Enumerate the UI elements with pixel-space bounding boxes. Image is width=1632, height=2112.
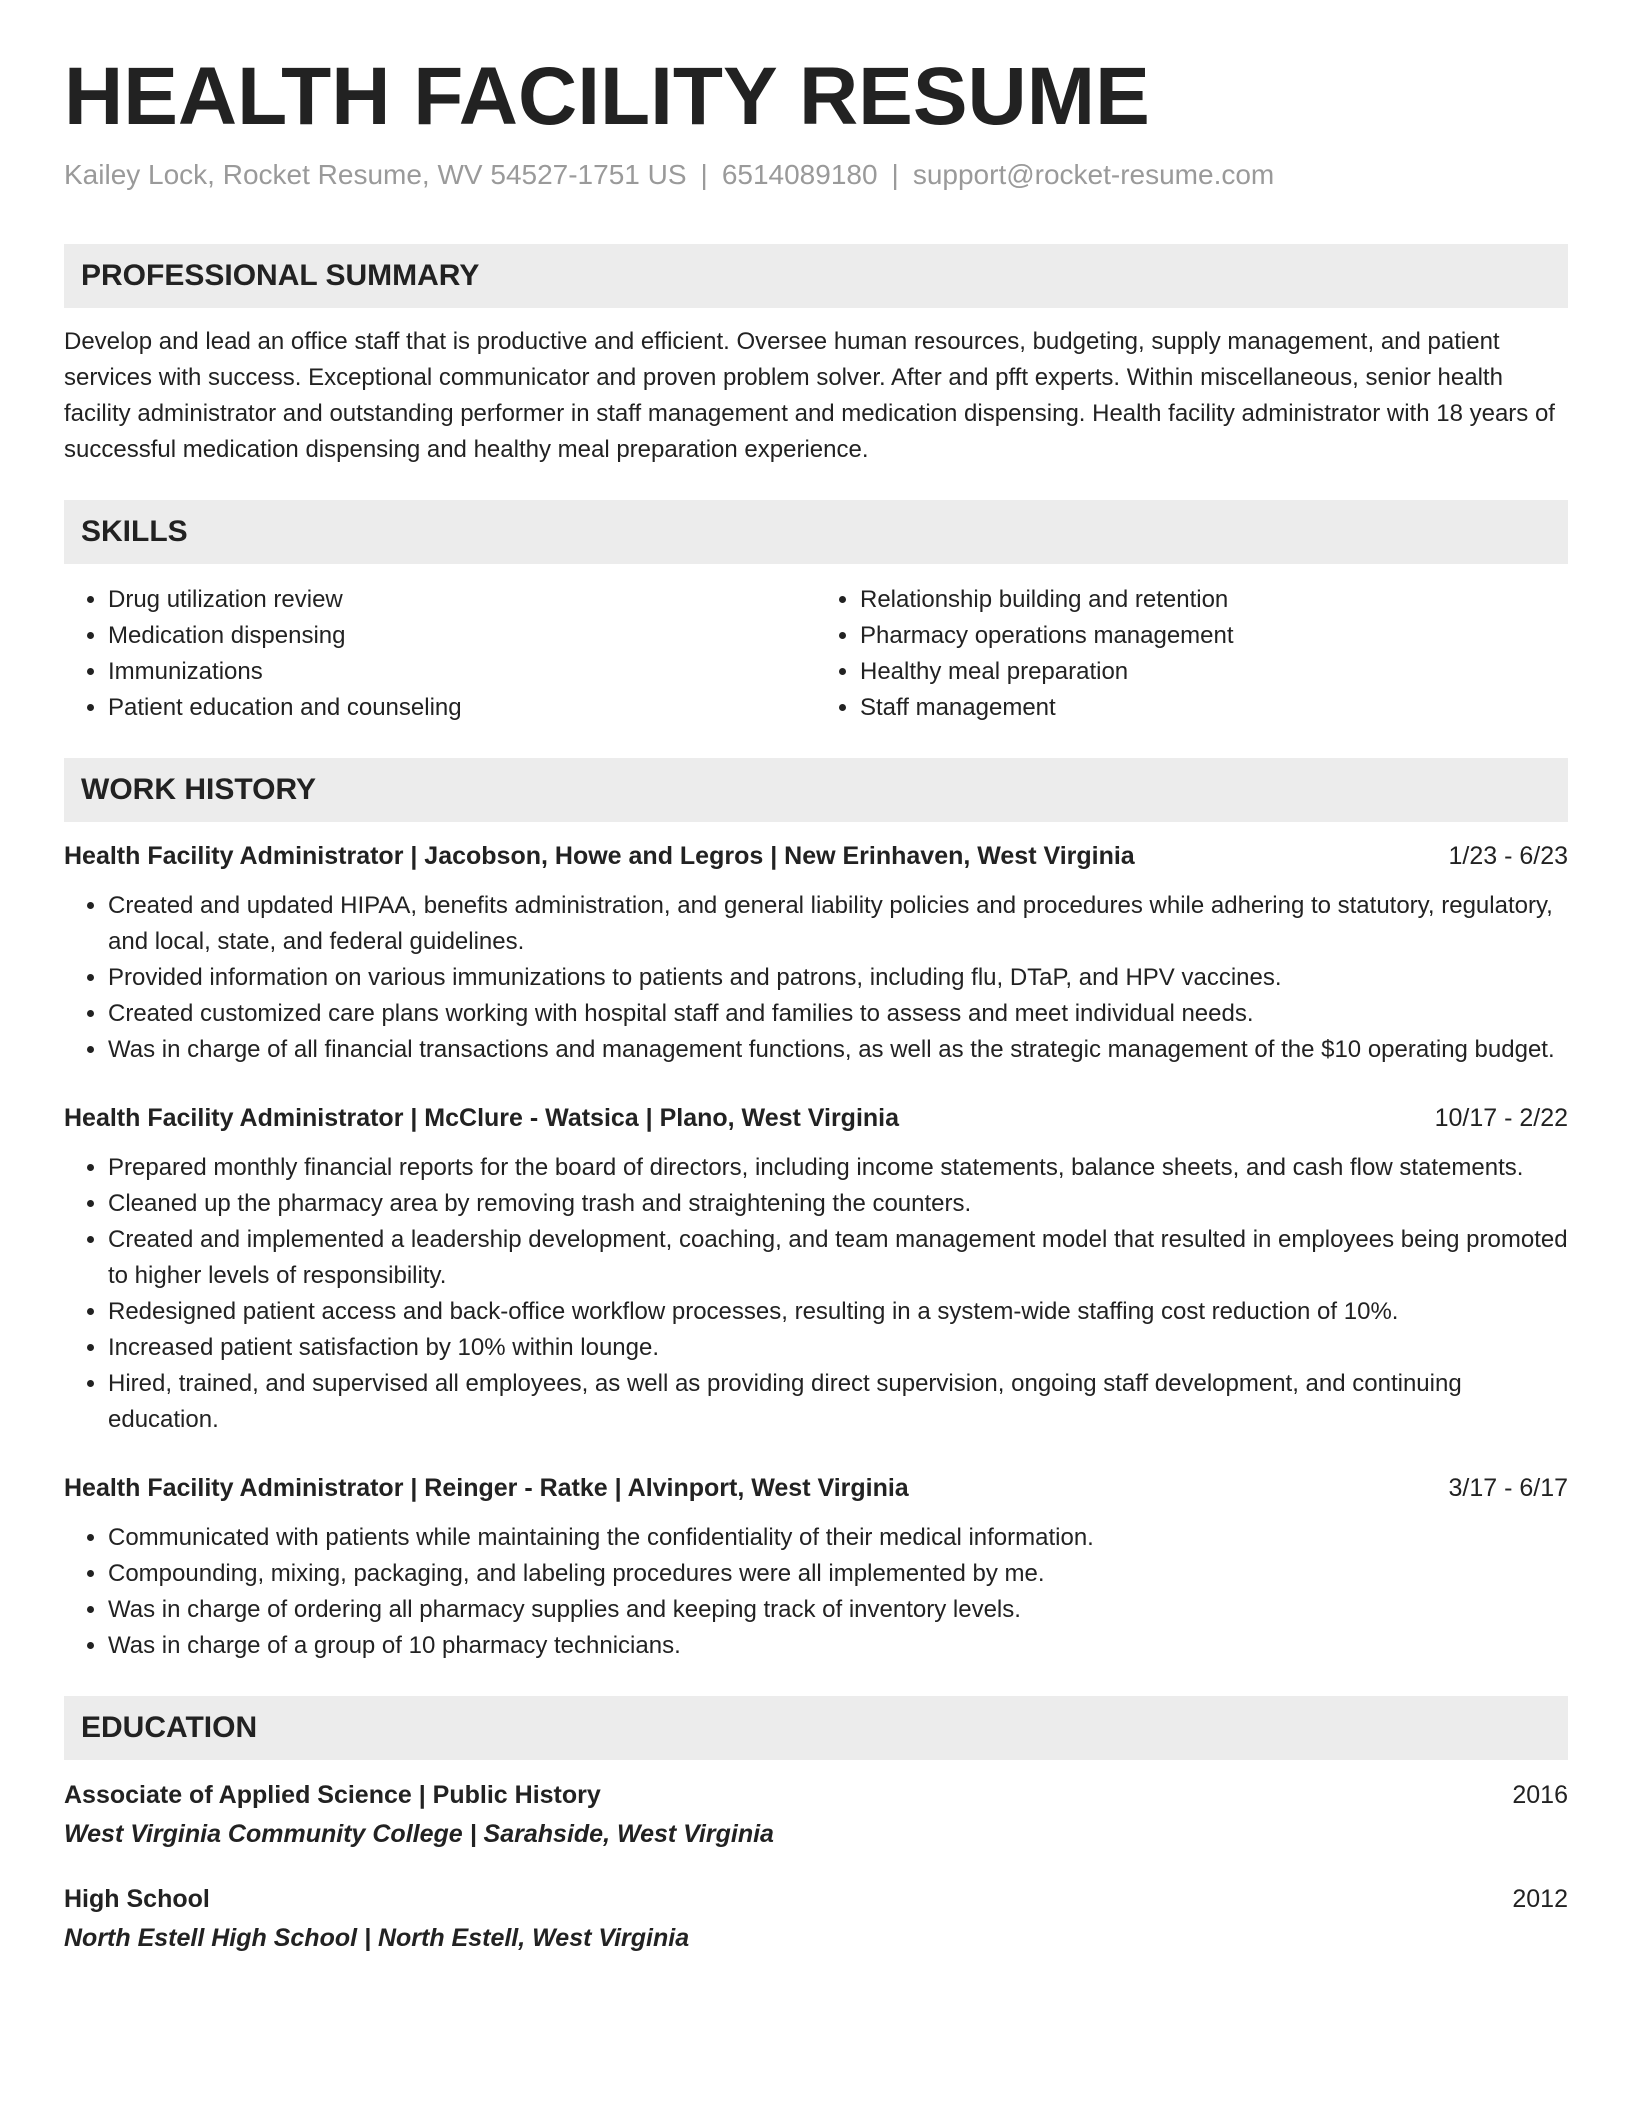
job-bullet: • Provided information on various immunizations to patients and patrons, including flu, DTaP, and HPV vaccines. xyxy=(108,960,1568,996)
education-year: 2012 xyxy=(1512,1884,1568,1913)
skill-item: • Pharmacy operations management xyxy=(860,618,1568,654)
job-entry xyxy=(64,838,1568,1068)
skill-item: • Immunizations xyxy=(108,654,816,690)
job-entry xyxy=(64,1470,1568,1664)
job-bullet: • Was in charge of all financial transactions and management functions, as well as the strategic management of the $10 operating budget. xyxy=(108,1032,1568,1068)
skill-item: • Medication dispensing xyxy=(108,618,816,654)
education-entry xyxy=(64,1776,1568,1854)
job-dates: 1/23 - 6/23 xyxy=(1448,841,1568,870)
education-header xyxy=(64,1776,1568,1814)
skill-item: • Healthy meal preparation xyxy=(860,654,1568,690)
skills-column-right xyxy=(816,582,1568,726)
work-heading: WORK HISTORY xyxy=(64,758,1568,822)
job-bullet: • Compounding, mixing, packaging, and labeling procedures were all implemented by me. xyxy=(108,1556,1568,1592)
education-school: West Virginia Community College | Sarahside, West Virginia xyxy=(64,1819,774,1848)
skills-column-left xyxy=(64,582,816,726)
job-bullet: • Created customized care plans working with hospital staff and families to assess and meet individual needs. xyxy=(108,996,1568,1032)
job-title: Health Facility Administrator | Reinger - Ratke | Alvinport, West Virginia xyxy=(64,1473,909,1502)
job-entry xyxy=(64,1100,1568,1438)
job-bullet: • Was in charge of ordering all pharmacy supplies and keeping track of inventory levels. xyxy=(108,1592,1568,1628)
education-degree: Associate of Applied Science | Public History xyxy=(64,1780,601,1809)
job-header xyxy=(64,1470,1568,1506)
job-bullet: • Increased patient satisfaction by 10% within lounge. xyxy=(108,1330,1568,1366)
skill-item: • Patient education and counseling xyxy=(108,690,816,726)
skills-list xyxy=(64,582,1568,726)
job-bullet: • Communicated with patients while maintaining the confidentiality of their medical information. xyxy=(108,1520,1568,1556)
skill-item: • Drug utilization review xyxy=(108,582,816,618)
skill-item: • Staff management xyxy=(860,690,1568,726)
contact-separator: | xyxy=(891,159,899,191)
job-bullet: • Created and implemented a leadership development, coaching, and team management model that resulted in employees being promoted to higher levels of responsibility. xyxy=(108,1222,1568,1294)
contact-phone: 6514089180 xyxy=(721,159,878,191)
contact-separator: | xyxy=(700,159,708,191)
job-bullet: • Prepared monthly financial reports for the board of directors, including income statements, balance sheets, and cash flow statements. xyxy=(108,1150,1568,1186)
job-bullet: • Created and updated HIPAA, benefits administration, and general liability policies and procedures while adhering to statutory, regulatory, and local, state, and federal guidelines. xyxy=(108,888,1568,960)
summary-heading: PROFESSIONAL SUMMARY xyxy=(64,244,1568,308)
job-bullets xyxy=(64,888,1568,1068)
education-heading: EDUCATION xyxy=(64,1696,1568,1760)
job-bullet: • Was in charge of a group of 10 pharmacy technicians. xyxy=(108,1628,1568,1664)
contact-line xyxy=(64,158,1568,192)
education-year: 2016 xyxy=(1512,1780,1568,1809)
job-title: Health Facility Administrator | McClure - Watsica | Plano, West Virginia xyxy=(64,1103,900,1132)
contact-email: support@rocket-resume.com xyxy=(912,159,1275,191)
job-dates: 3/17 - 6/17 xyxy=(1448,1473,1568,1502)
resume-title: HEALTH FACILITY RESUME xyxy=(64,51,1150,142)
job-bullets xyxy=(64,1520,1568,1664)
job-bullets xyxy=(64,1150,1568,1438)
job-header xyxy=(64,838,1568,874)
summary-text: Develop and lead an office staff that is productive and efficient. Oversee human resources, budgeting, supply management, and patient services with success. Exceptional communicator and proven problem solver. After and pfft experts. Within miscellaneous, senior health facility administrator and outstanding performer in staff management and medication dispensing. Health facility administrator with 18 years of successful medication dispensing and healthy meal preparation experience. xyxy=(64,327,1555,463)
skill-item: • Relationship building and retention xyxy=(860,582,1568,618)
job-bullet: • Cleaned up the pharmacy area by removing trash and straightening the counters. xyxy=(108,1186,1568,1222)
job-bullet: • Hired, trained, and supervised all employees, as well as providing direct supervision, ongoing staff development, and continuing education. xyxy=(108,1366,1568,1438)
job-bullet: • Redesigned patient access and back-office workflow processes, resulting in a system-wide staffing cost reduction of 10%. xyxy=(108,1294,1568,1330)
skills-heading: SKILLS xyxy=(64,500,1568,564)
education-degree: High School xyxy=(64,1884,210,1913)
contact-address: Kailey Lock, Rocket Resume, WV 54527-1751 US xyxy=(64,159,687,191)
education-header xyxy=(64,1880,1568,1918)
education-school: North Estell High School | North Estell, West Virginia xyxy=(64,1923,690,1952)
job-title: Health Facility Administrator | Jacobson, Howe and Legros | New Erinhaven, West Virginia xyxy=(64,841,1135,870)
job-header xyxy=(64,1100,1568,1136)
education-entry xyxy=(64,1880,1568,1958)
job-dates: 10/17 - 2/22 xyxy=(1434,1103,1568,1132)
